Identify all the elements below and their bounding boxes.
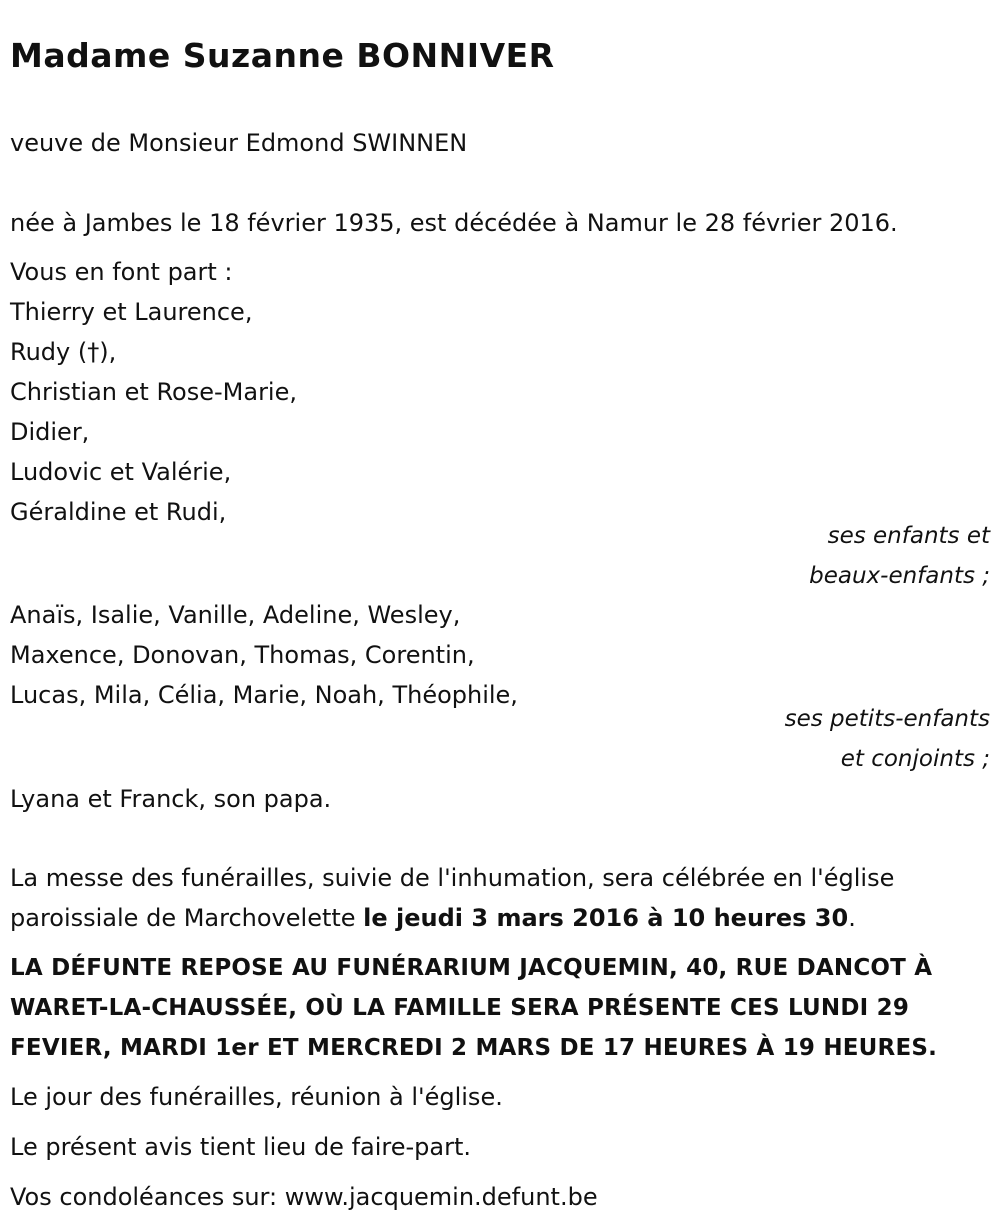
mass-line: La messe des funérailles, suivie de l'inhumation, sera célébrée en l'église bbox=[10, 864, 895, 892]
mass-end: . bbox=[848, 904, 856, 932]
grandchildren-line: Lucas, Mila, Célia, Marie, Noah, Théophile, bbox=[10, 681, 518, 709]
grandchildren-line: Anaïs, Isalie, Vanille, Adeline, Wesley, bbox=[10, 601, 461, 629]
children-caption: beaux-enfants ; bbox=[809, 563, 990, 589]
birth-death-line: née à Jambes le 18 février 1935, est décédée à Namur le 28 février 2016. bbox=[10, 209, 898, 237]
children-line: Rudy (†), bbox=[10, 338, 117, 366]
children-caption: ses enfants et bbox=[827, 523, 990, 549]
children-line: Ludovic et Valérie, bbox=[10, 458, 232, 486]
mass-place: paroissiale de Marchovelette bbox=[10, 904, 364, 932]
reunion-line: Le jour des funérailles, réunion à l'église. bbox=[10, 1083, 503, 1111]
mass-date-time: le jeudi 3 mars 2016 à 10 heures 30 bbox=[363, 904, 849, 932]
grandchildren-line: Maxence, Donovan, Thomas, Corentin, bbox=[10, 641, 475, 669]
children-line: Thierry et Laurence, bbox=[10, 298, 253, 326]
notice-line: Le présent avis tient lieu de faire-part. bbox=[10, 1133, 472, 1161]
repose-paragraph: LA DÉFUNTE REPOSE AU FUNÉRARIUM JACQUEMIN, 40, RUE DANCOT À WARET-LA-CHAUSSÉE, OÙ LA FAMILLE SERA PRÉSENTE CES LUNDI 29 FEVIER, MARDI 1er ET MERCREDI 2 MARS DE 17 HEURES À 19 HEURES. bbox=[10, 955, 938, 1061]
announce-intro: Vous en font part : bbox=[10, 258, 233, 286]
widow-line: veuve de Monsieur Edmond SWINNEN bbox=[10, 129, 468, 157]
grandchildren-caption: ses petits-enfants bbox=[784, 706, 990, 732]
page-title: Madame Suzanne BONNIVER bbox=[10, 36, 555, 75]
children-line: Christian et Rose-Marie, bbox=[10, 378, 297, 406]
children-line: Didier, bbox=[10, 418, 90, 446]
great-grandchild-line: Lyana et Franck, son papa. bbox=[10, 785, 332, 813]
condolences-line: Vos condoléances sur: www.jacquemin.defunt.be bbox=[10, 1183, 598, 1211]
children-line: Géraldine et Rudi, bbox=[10, 498, 227, 526]
grandchildren-caption: et conjoints ; bbox=[840, 746, 990, 772]
mass-line bbox=[10, 903, 856, 933]
